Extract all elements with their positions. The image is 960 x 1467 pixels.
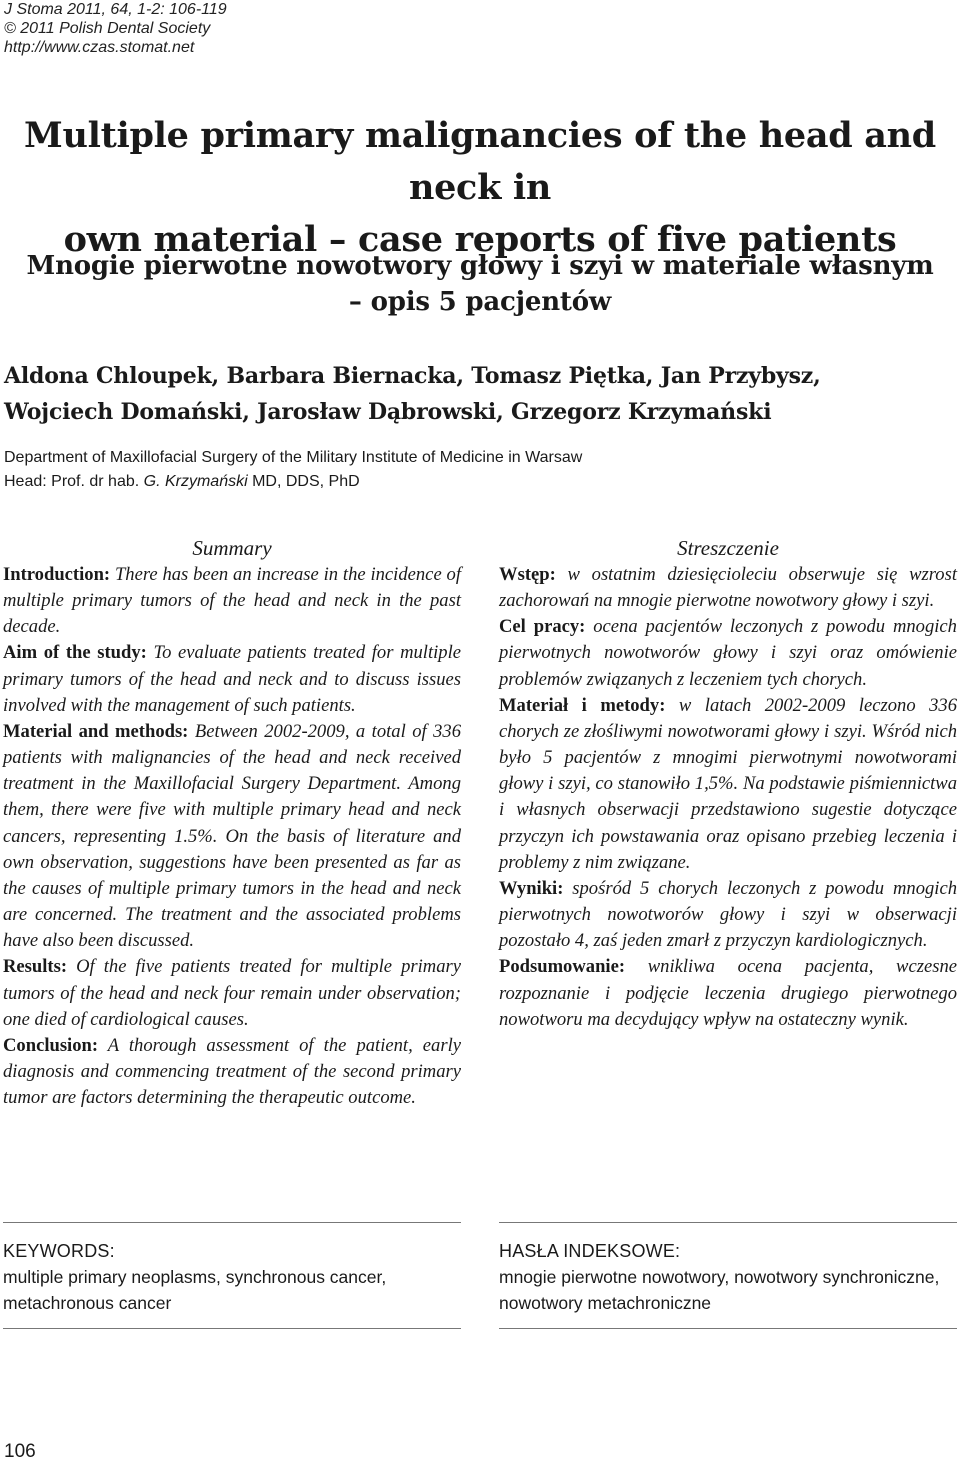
conclusion-text: A thorough assessment of the patient, early diagnosis and commencing treatment of the second primary tumor are factors determining the therapeutic outcome. <box>3 1034 461 1109</box>
hasla-bottom-divider <box>499 1328 957 1329</box>
journal-url: http://www.czas.stomat.net <box>4 39 195 56</box>
results-text: Of the five patients treated for multiple primary tumors of the head and neck four remain under observation; one died of cardiological causes. <box>3 956 461 1030</box>
wstep-label: Wstęp: <box>499 564 556 585</box>
journal-citation: J Stoma 2011, 64, 1-2: 106-119 <box>4 1 227 18</box>
authors-line-2: Wojciech Domański, Jarosław Dąbrowski, Grzegorz Krzymański <box>4 399 772 425</box>
keywords-block <box>3 1238 463 1316</box>
head-name: G. Krzymański <box>143 473 248 490</box>
streszczenie-wstep <box>499 562 957 614</box>
hasla-block <box>499 1238 959 1316</box>
hasla-text: mnogie pierwotne nowotwory, nowotwory synchroniczne, nowotwory metachroniczne <box>499 1267 940 1313</box>
title-pl-line-1: Mnogie pierwotne nowotwory głowy i szyi w materiale własnym <box>26 251 934 281</box>
summary-introduction <box>3 562 461 640</box>
streszczenie-wyniki <box>499 876 957 954</box>
wyniki-text: spośród 5 chorych leczonych z powodu mnogich pierwotnych nowotworów głowy i szyi w obserwacji pozostało 4, zaś jeden zmarł z przyczyn kardiologicznych. <box>499 877 957 952</box>
keywords-heading: KEYWORDS: <box>3 1241 115 1261</box>
cel-label: Cel pracy: <box>499 616 586 638</box>
aim-label: Aim of the study: <box>3 642 147 664</box>
aim-text: To evaluate patients treated for multiple primary tumors of the head and neck and to discuss issues involved with the management of such patients. <box>3 642 462 716</box>
head-suffix: MD, DDS, PhD <box>247 473 360 490</box>
summary-methods <box>3 719 461 954</box>
summary-heading: Summary <box>192 536 272 560</box>
title-en-line-2: own material – case reports of five patients <box>63 219 897 260</box>
keywords-bottom-divider <box>3 1328 461 1329</box>
material-text: w latach 2002-2009 leczono 336 chorych ze złośliwymi nowotworami głowy i szyi. Wśród nich było 5 pacjentów z mnogimi pierwotnymi nowotworami głowy i szyi, co stanowiło 1,5%. Na podstawie piśmiennictwa i własnych obserwacji przedstawiono sugestie dotyczące przyczyn ich powstawania oraz opisano przebieg leczenia i problemy z nim związane. <box>499 694 957 873</box>
cel-text: ocena pacjentów leczonych z powodu mnogich pierwotnych nowotworów głowy i szyi oraz omówienie problemów związanych z leczeniem tych chorych. <box>499 616 957 690</box>
streszczenie-material <box>499 693 957 876</box>
streszczenie-column <box>499 534 957 1033</box>
material-label: Materiał i metody: <box>499 694 666 716</box>
hasla-heading: HASŁA INDEKSOWE: <box>499 1241 681 1261</box>
department-head <box>4 470 954 494</box>
page-number: 106 <box>4 1441 36 1462</box>
podsumowanie-text: wnikliwa ocena pacjenta, wczesne rozpoznanie i podjęcie leczenia drugiego pierwotnego nowotworu ma decydujący wpływ na ostateczny wynik. <box>499 956 957 1030</box>
author-list <box>4 358 954 430</box>
wyniki-label: Wyniki: <box>499 877 564 899</box>
methods-label: Material and methods: <box>3 720 189 742</box>
results-label: Results: <box>3 956 68 978</box>
head-prefix: Head: Prof. dr hab. <box>4 473 144 490</box>
streszczenie-heading: Streszczenie <box>677 536 779 560</box>
wstep-text: w ostatnim dziesięcioleciu obserwuje się wzrost zachorowań na mnogie pierwotne nowotwory głowy i szyi. <box>499 564 957 612</box>
conclusion-label: Conclusion: <box>3 1034 99 1056</box>
summary-conclusion <box>3 1033 461 1111</box>
streszczenie-podsumowanie <box>499 954 957 1032</box>
podsumowanie-label: Podsumowanie: <box>499 956 626 978</box>
journal-copyright: © 2011 Polish Dental Society <box>4 20 211 37</box>
article-title-pl <box>0 248 960 320</box>
keywords-top-divider <box>3 1222 461 1223</box>
authors-line-1: Aldona Chloupek, Barbara Biernacka, Tomasz Piętka, Jan Przybysz, <box>4 363 821 389</box>
affiliation <box>4 446 954 494</box>
streszczenie-cel <box>499 614 957 692</box>
hasla-top-divider <box>499 1222 957 1223</box>
title-pl-line-2: – opis 5 pacjentów <box>348 287 612 317</box>
introduction-text: There has been an increase in the incidence of multiple primary tumors of the head and neck in the past decade. <box>3 564 461 638</box>
department: Department of Maxillofacial Surgery of the Military Institute of Medicine in Warsaw <box>4 449 583 466</box>
summary-column <box>3 534 461 1111</box>
keywords-text: multiple primary neoplasms, synchronous cancer, metachronous cancer <box>3 1267 387 1313</box>
article-title-en <box>0 110 960 266</box>
journal-header <box>4 0 227 57</box>
introduction-label: Introduction: <box>3 564 111 585</box>
summary-results <box>3 954 461 1032</box>
summary-aim <box>3 640 461 718</box>
title-en-line-1: Multiple primary malignancies of the head and neck in <box>24 115 936 208</box>
methods-text: Between 2002-2009, a total of 336 patients with malignancies of the head and neck received treatment in the Maxillofacial Surgery Department. Among them, there were five with multiple primary head and neck cancers, representing 1.5%. On the basis of literature and own observation, suggestions have been presented as far as the causes of multiple primary tumors in the head and neck are concerned. The treatment and the associated problems have also been discussed. <box>3 720 461 952</box>
